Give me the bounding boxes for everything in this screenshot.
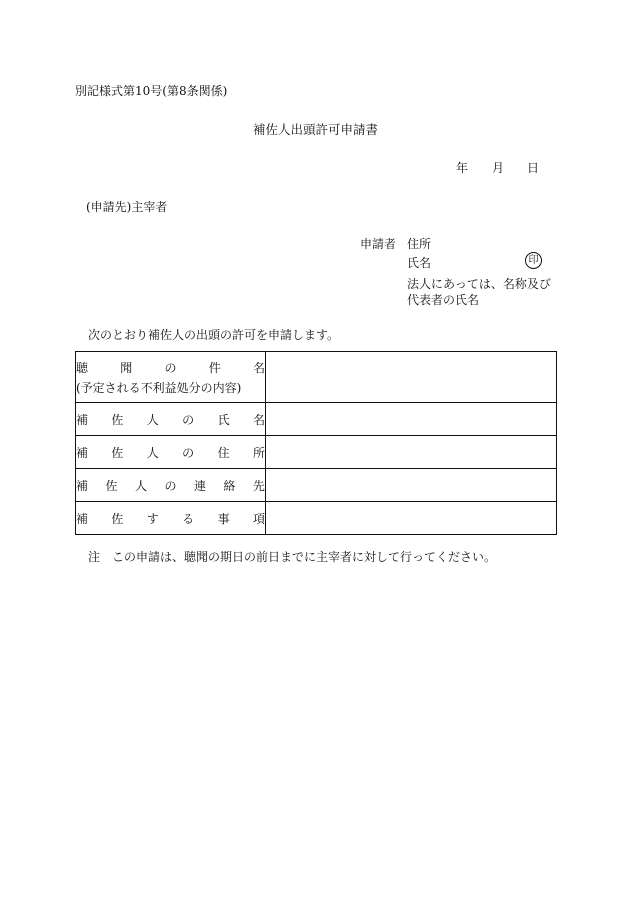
table-row xyxy=(76,436,557,469)
table-row xyxy=(76,403,557,436)
assistant-address-field[interactable] xyxy=(266,436,557,469)
hearing-subject-label: 聴 聞 の 件 名 (予定される不利益処分の内容) xyxy=(76,352,266,403)
date-year-label: 年 xyxy=(456,161,469,175)
seal-mark: 印 xyxy=(525,252,542,269)
table-row xyxy=(76,469,557,502)
date-month-label: 月 xyxy=(492,161,505,175)
assistant-contact-field[interactable] xyxy=(266,469,557,502)
corporation-note-line1: 法人にあっては、名称及び xyxy=(407,277,551,291)
document-title: 補佐人出頭許可申請書 xyxy=(253,122,379,137)
application-table xyxy=(75,351,557,535)
assistance-matters-field[interactable] xyxy=(266,502,557,535)
applicant-label: 申請者 xyxy=(360,237,397,251)
hearing-subject-field[interactable] xyxy=(266,352,557,403)
table-row xyxy=(76,352,557,403)
assistant-address-label: 補 佐 人 の 住 所 xyxy=(76,436,266,469)
date-day-label: 日 xyxy=(527,161,540,175)
hearing-subject-sublabel: (予定される不利益処分の内容) xyxy=(76,380,242,395)
assistant-contact-label: 補 佐 人 の 連 絡 先 xyxy=(76,469,266,502)
table-row xyxy=(76,502,557,535)
form-reference: 別記様式第10号(第8条関係) xyxy=(75,84,228,98)
addressee: (申請先)主宰者 xyxy=(86,200,168,214)
applicant-address-label: 住所 xyxy=(407,237,432,251)
intro-sentence: 次のとおり補佐人の出頭の許可を申請します。 xyxy=(88,328,340,342)
corporation-note-line2: 代表者の氏名 xyxy=(407,293,480,307)
applicant-name-label: 氏名 xyxy=(407,256,432,270)
assistant-name-label: 補 佐 人 の 氏 名 xyxy=(76,403,266,436)
assistant-name-field[interactable] xyxy=(266,403,557,436)
footnote: 注 この申請は、聴聞の期日の前日までに主宰者に対して行ってください。 xyxy=(88,550,497,564)
assistance-matters-label: 補 佐 す る 事 項 xyxy=(76,502,266,535)
